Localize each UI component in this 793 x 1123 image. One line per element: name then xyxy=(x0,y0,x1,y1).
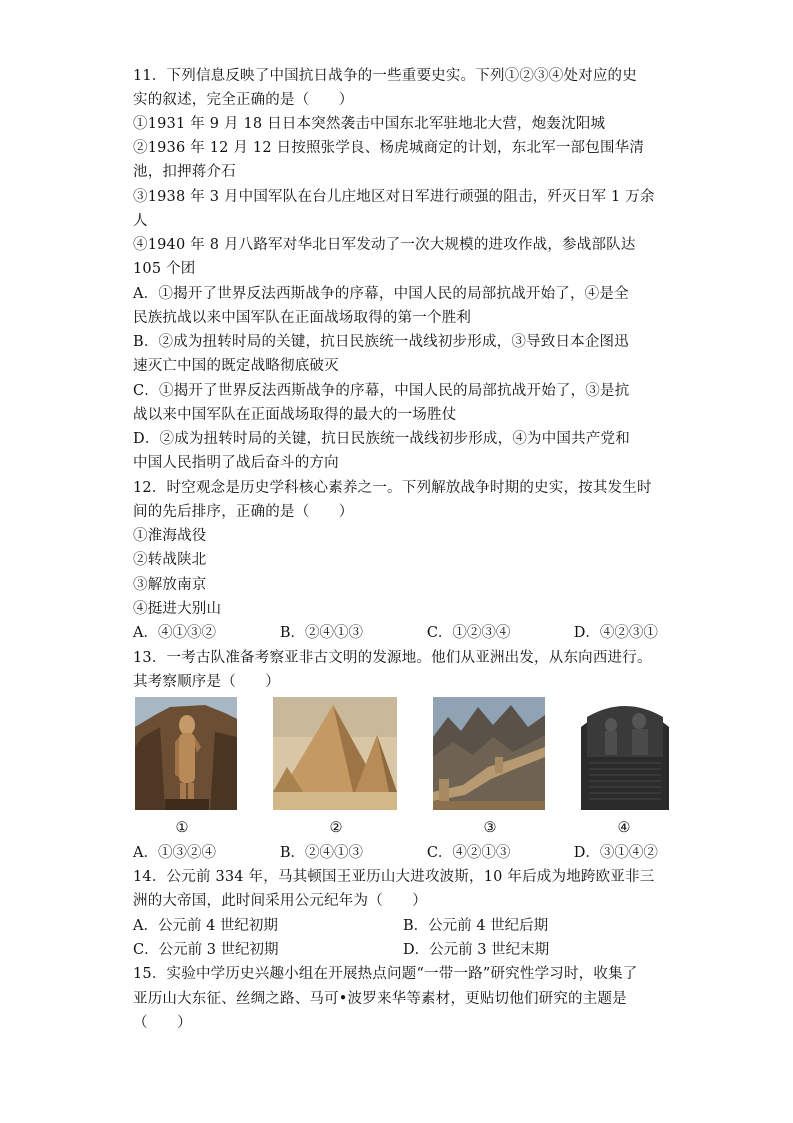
q14-options-row1 xyxy=(133,916,673,936)
q11-option-b-line2: 速灭亡中国的既定战略彻底破灭 xyxy=(133,358,339,374)
q14-option-b: B．公元前 4 世纪后期 xyxy=(403,918,549,934)
image-label-1: ① xyxy=(175,820,189,836)
q11-item2-line2: 池，扣押蒋介石 xyxy=(133,164,236,180)
q14-option-a: A．公元前 4 世纪初期 xyxy=(133,918,278,934)
q12-item1: ①淮海战役 xyxy=(133,528,207,544)
q11-option-d-line2: 中国人民指明了战后奋斗的方向 xyxy=(133,455,339,471)
q14-stem-line2: 洲的大帝国，此时间采用公元纪年为（ ） xyxy=(133,893,427,909)
q12-stem-line2: 间的先后排序，正确的是（ ） xyxy=(133,504,354,520)
q15-stem-line3: （ ） xyxy=(133,1015,192,1031)
great-wall-image xyxy=(433,697,545,810)
q11-option-a-line2: 民族抗战以来中国军队在正面战场取得的第一个胜利 xyxy=(133,310,472,326)
image-label-3: ③ xyxy=(483,820,497,836)
q11-item4-line1: ④1940 年 8 月八路军对华北日军发动了一次大规模的进攻作战，参战部队达 xyxy=(133,237,636,253)
q11-item4-line2: 105 个团 xyxy=(133,261,196,277)
q11-option-b-line1: B．②成为扭转时局的关键，抗日民族统一战线初步形成，③导致日本企图迅 xyxy=(133,334,629,350)
q14-option-c: C．公元前 3 世纪初期 xyxy=(133,942,279,958)
q11-item3-line1: ③1938 年 3 月中国军队在台儿庄地区对日军进行顽强的阻击，歼灭日军 1 万余 xyxy=(133,189,655,205)
q11-item1: ①1931 年 9 月 18 日日本突然袭击中国东北军驻地北大营，炮轰沈阳城 xyxy=(133,116,606,132)
q13-options xyxy=(133,843,673,863)
q11-option-c-line2: 战以来中国军队在正面战场取得的最大的一场胜仗 xyxy=(133,407,457,423)
q14-option-d: D．公元前 3 世纪末期 xyxy=(403,942,550,958)
q12-item2: ②转战陕北 xyxy=(133,552,207,568)
q12-option-a: A．④①③② xyxy=(133,625,216,641)
image-label-2: ② xyxy=(329,820,343,836)
q12-stem-line1: 12．时空观念是历史学科核心素养之一。下列解放战争时期的史实，按其发生时 xyxy=(133,480,652,496)
q11-option-d-line1: D．②成为扭转时局的关键，抗日民族统一战线初步形成，④为中国共产党和 xyxy=(133,431,630,447)
q11-option-a-line1: A．①揭开了世界反法西斯战争的序幕，中国人民的局部抗战开始了，④是全 xyxy=(133,286,629,302)
q13-option-c: C．④②①③ xyxy=(426,845,511,861)
q14-stem-line1: 14．公元前 334 年，马其顿国王亚历山大进攻波斯，10 年后成为地跨欧亚非三 xyxy=(133,869,655,885)
q11-option-c-line1: C．①揭开了世界反法西斯战争的序幕，中国人民的局部抗战开始了，③是抗 xyxy=(133,383,630,399)
q15-stem-line1: 15．实验中学历史兴趣小组在开展热点问题“一带一路”研究性学习时，收集了 xyxy=(133,966,638,982)
q11-item3-line2: 人 xyxy=(133,213,148,229)
q12-option-d: D．④②③① xyxy=(573,625,658,641)
q13-option-d: D．③①④② xyxy=(573,845,658,861)
hammurabi-stele-image xyxy=(577,697,673,810)
q11-stem-line2: 实的叙述，完全正确的是（ ） xyxy=(133,92,354,108)
image-label-4: ④ xyxy=(617,820,631,836)
q15-stem-line2: 亚历山大东征、丝绸之路、马可•波罗来华等素材，更贴切他们研究的主题是 xyxy=(133,991,627,1007)
q11-item2-line1: ②1936 年 12 月 12 日按照张学良、杨虎城商定的计划，东北军一部包围华清 xyxy=(133,140,645,156)
q14-options-row2 xyxy=(133,940,673,960)
q13-stem-line2: 其考察顺序是（ ） xyxy=(133,674,280,690)
q12-item4: ④挺进大别山 xyxy=(133,601,222,617)
q12-options xyxy=(133,623,673,643)
q13-stem-line1: 13．一考古队准备考察亚非古文明的发源地。他们从亚洲出发，从东向西进行。 xyxy=(133,650,652,666)
q11-stem-line1: 11．下列信息反映了中国抗日战争的一些重要史实。下列①②③④处对应的史 xyxy=(133,68,637,84)
buddha-statue-image xyxy=(135,697,237,810)
q12-option-c: C．①②③④ xyxy=(426,625,511,641)
q13-option-a: A．①③②④ xyxy=(133,845,216,861)
q12-option-b: B．②④①③ xyxy=(279,625,364,641)
q13-option-b: B．②④①③ xyxy=(279,845,364,861)
q12-item3: ③解放南京 xyxy=(133,577,207,593)
pyramids-image xyxy=(273,697,397,810)
